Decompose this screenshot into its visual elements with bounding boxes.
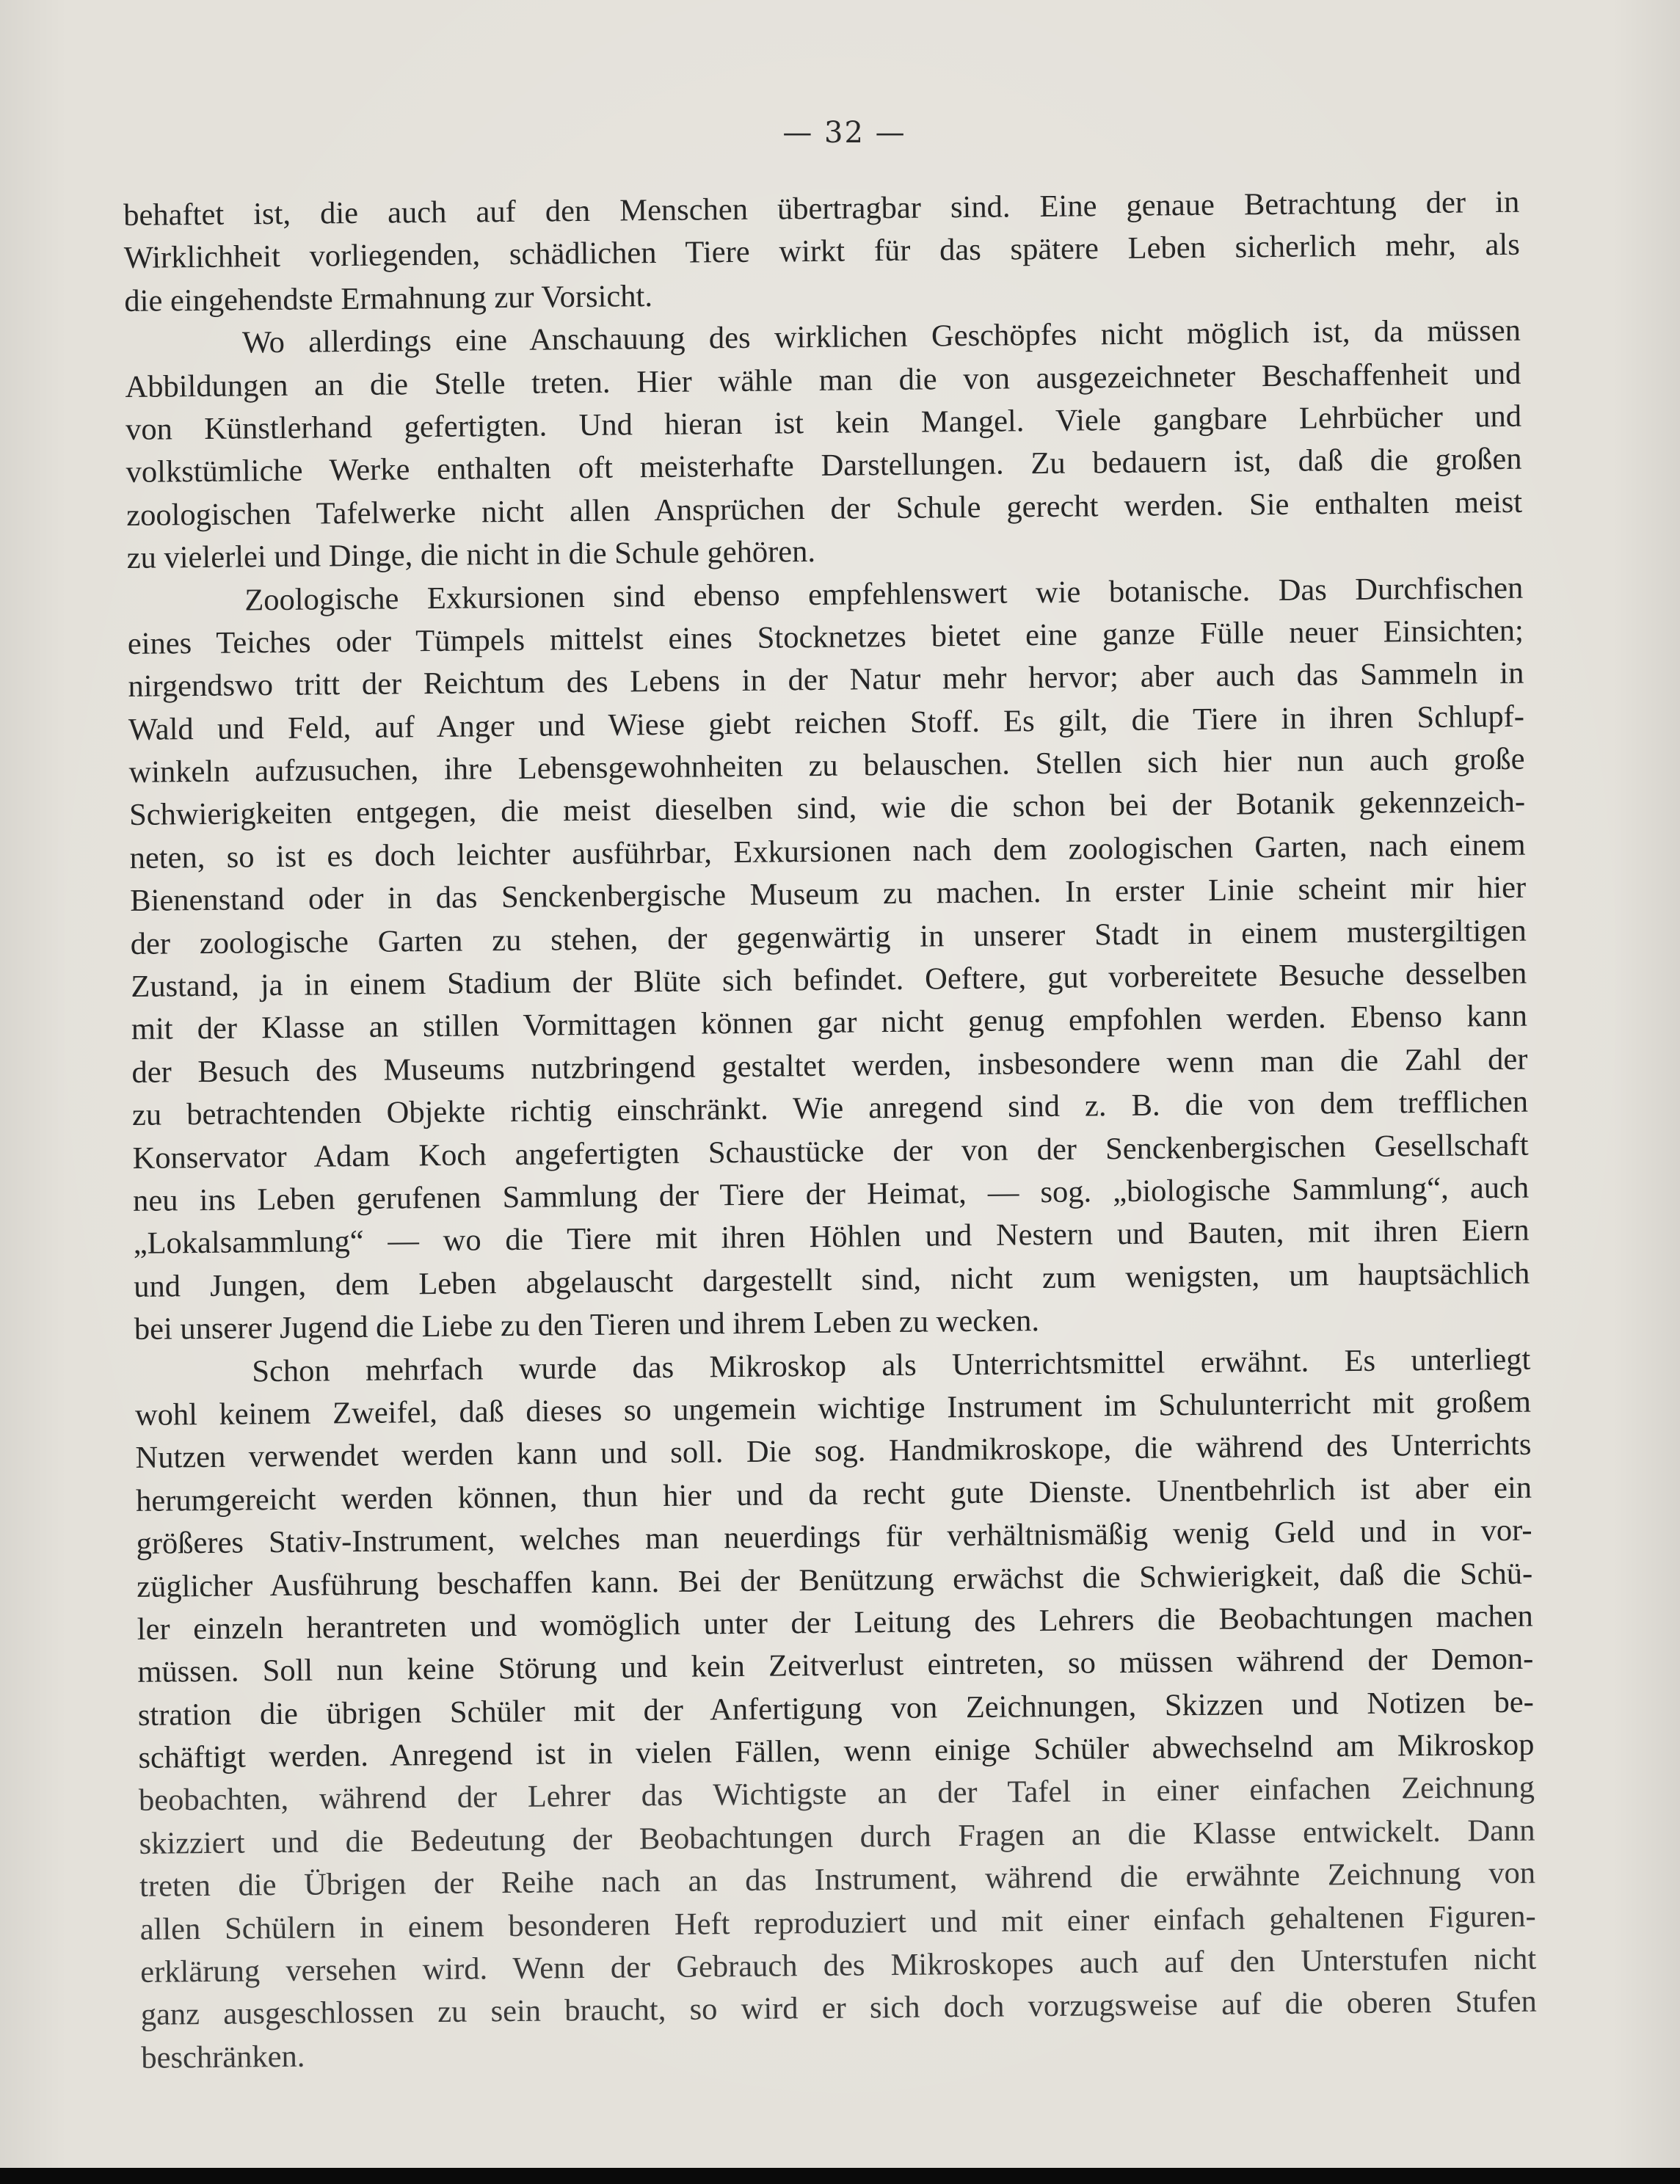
- text-line: die eingehendste Ermahnung zur Vorsicht.: [124, 278, 653, 318]
- text-line: bei unserer Jugend die Liebe zu den Tieren und ihrem Leben zu wecken.: [134, 1303, 1040, 1347]
- text-line: neten, so ist es doch leichter ausführbar, Exkursionen nach dem zoologischen Garten, nach einem: [129, 827, 1526, 876]
- text-line: Zoologische Exkursionen sind ebenso empfehlenswert wie botanische. Das Durchfischen: [244, 570, 1524, 617]
- page-number: — 32 —: [782, 116, 906, 150]
- text-line: stration die übrigen Schüler mit der Anfertigung von Zeichnungen, Skizzen und Notizen be-: [137, 1684, 1535, 1733]
- text-line: eines Teiches oder Tümpels mittelst eines Stocknetzes bietet eine ganze Fülle neuer Einsichten;: [127, 613, 1524, 661]
- text-line: züglicher Ausführung beschaffen kann. Bei der Benützung erwächst die Schwierigkeit, daß die Schü-: [136, 1556, 1533, 1604]
- text-line: volkstümliche Werke enthalten oft meisterhafte Darstellungen. Zu bedauern ist, daß die großen: [126, 442, 1522, 490]
- text-line: Bienenstand oder in das Senckenbergische Museum zu machen. In erster Linie scheint mir hier: [130, 870, 1527, 919]
- text-line: Abbildungen an die Stelle treten. Hier wähle man die von ausgezeichneter Beschaffenheit und: [125, 356, 1521, 404]
- text-line: Konservator Adam Koch angefertigten Schaustücke der von der Senckenbergischen Gesellschaft: [132, 1127, 1529, 1176]
- text-line: neu ins Leben gerufenen Sammlung der Tiere der Heimat, — sog. „biologische Sammlung“, auch: [132, 1170, 1530, 1218]
- text-line: zu betrachtenden Objekte richtig einschränkt. Wie anregend sind z. B. die von dem trefflichen: [131, 1084, 1529, 1133]
- text-line: Schwierigkeiten entgegen, die meist dieselben sind, wie die schon bei der Botanik gekennzeich-: [128, 785, 1526, 833]
- text-line: „Lokalsammlung“ — wo die Tiere mit ihren Höhlen und Nestern und Bauten, mit ihren Eiern: [133, 1213, 1530, 1262]
- text-line: skizziert und die Bedeutung der Beobachtungen durch Fragen an die Klasse entwickelt. Dann: [139, 1813, 1535, 1861]
- text-line: ganz ausgeschlossen zu sein braucht, so wird er sich doch vorzugsweise auf die oberen Stufen: [140, 1984, 1537, 2033]
- text-line: winkeln aufzusuchen, ihre Lebensgewohnheiten zu belauschen. Stellen sich hier nun auch große: [128, 741, 1525, 790]
- text-line: Nutzen verwendet werden kann und soll. Die sog. Handmikroskope, die während des Unterrichts: [135, 1427, 1532, 1476]
- text-line: Zustand, ja in einem Stadium der Blüte sich befindet. Oeftere, gut vorbereitete Besuche desselben: [131, 956, 1527, 1004]
- text-line: ler einzeln herantreten und womöglich unter der Leitung des Lehrers die Beobachtungen machen: [137, 1598, 1533, 1647]
- text-line: müssen. Soll nun keine Störung und kein Zeitverlust eintreten, so müssen während der Demon-: [137, 1641, 1534, 1690]
- text-line: von Künstlerhand gefertigten. Und hieran ist kein Mangel. Viele gangbare Lehrbücher und: [125, 398, 1522, 447]
- text-line: beobachten, während der Lehrer das Wichtigste an der Tafel in einer einfachen Zeichnung: [138, 1770, 1535, 1819]
- text-line: Wald und Feld, auf Anger und Wiese giebt reichen Stoff. Es gilt, die Tiere in ihren Schlupf-: [128, 699, 1525, 747]
- text-line: beschränken.: [141, 2039, 305, 2075]
- text-line: Wo allerdings eine Anschauung des wirklichen Geschöpfes nicht möglich ist, da müssen: [241, 313, 1521, 360]
- text-line: zoologischen Tafelwerke nicht allen Ansprüchen der Schule gerecht werden. Sie enthalten meist: [126, 484, 1523, 533]
- text-line: zu vielerlei und Dinge, die nicht in die Schule gehören.: [126, 534, 816, 576]
- text-line: wohl keinem Zweifel, daß dieses so ungemein wichtige Instrument im Schulunterricht mit großem: [134, 1384, 1532, 1433]
- body-text: [123, 181, 1538, 2080]
- text-line: erklärung versehen wird. Wenn der Gebrauch des Mikroskopes auch auf den Unterstufen nicht: [140, 1941, 1537, 1990]
- text-line: und Jungen, dem Leben abgelauscht dargestellt sind, nicht zum wenigsten, um hauptsächlich: [134, 1256, 1530, 1304]
- text-line: allen Schülern in einem besonderen Heft reproduziert und mit einer einfach gehaltenen Figuren-: [139, 1899, 1536, 1947]
- text-line: behaftet ist, die auch auf den Menschen übertragbar sind. Eine genaue Betrachtung der in: [123, 184, 1520, 233]
- text-line: größeres Stativ-Instrument, welches man neuerdings für verhältnismäßig wenig Geld und in vor-: [136, 1513, 1532, 1562]
- text-line: Schon mehrfach wurde das Mikroskop als Unterrichtsmittel erwähnt. Es unterliegt: [252, 1342, 1531, 1388]
- text-line: mit der Klasse an stillen Vormittagen können gar nicht genug empfohlen werden. Ebenso kann: [131, 999, 1528, 1047]
- text-line: herumgereicht werden können, thun hier und da recht gute Dienste. Unentbehrlich ist aber ein: [135, 1470, 1532, 1518]
- text-line: nirgendswo tritt der Reichtum des Lebens in der Natur mehr hervor; aber auch das Sammeln in: [128, 656, 1524, 705]
- text-line: treten die Übrigen der Reihe nach an das Instrument, während die erwähnte Zeichnung von: [139, 1855, 1536, 1904]
- scan-edge: [0, 2168, 1680, 2184]
- text-line: der zoologische Garten zu stehen, der gegenwärtig in unserer Stadt in einem mustergiltigen: [130, 913, 1527, 961]
- text-line: der Besuch des Museums nutzbringend gestaltet werden, insbesondere wenn man die Zahl der: [131, 1041, 1528, 1090]
- text-line: schäftigt werden. Anregend ist in vielen Fällen, wenn einige Schüler abwechselnd am Mikroskop: [138, 1727, 1535, 1775]
- text-line: Wirklichheit vorliegenden, schädlichen Tiere wirkt für das spätere Leben sicherlich mehr, als: [123, 228, 1520, 276]
